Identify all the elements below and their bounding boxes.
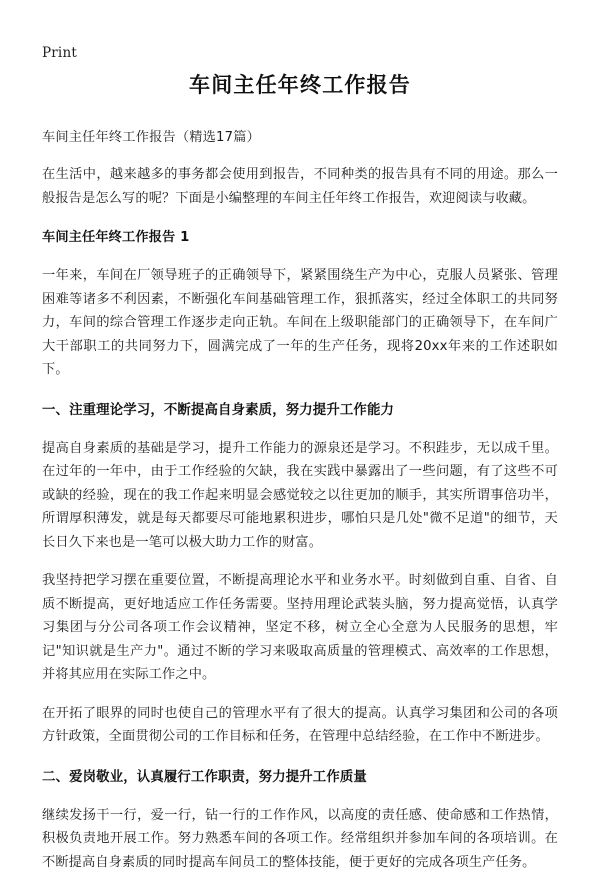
- section-heading-1: 一、注重理论学习，不断提高自身素质，努力提升工作能力: [42, 400, 558, 422]
- opening-paragraph: 一年来，车间在厂领导班子的正确领导下，紧紧围绕生产为中心，克服人员紧张、管理困难等诸多不利因素，不断强化车间基础管理工作，狠抓落实，经过全体职工的共同努力，车间的综合管理工作逐步走向正轨。车间在上级职能部门的正确领导下，在车间广大干部职工的共同努力下，圆满完成了一年的生产任务，现将20xx年来的工作述职如下。: [42, 264, 558, 382]
- section-1-paragraph-2: 我坚持把学习摆在重要位置，不断提高理论水平和业务水平。时刻做到自重、自省、自质不断提高，更好地适应工作任务需要。坚持用理论武装头脑，努力提高觉悟，认真学习集团与分公司各项工作会议精神，坚定不移，树立全心全意为人民服务的思想，牢记"知识就是生产力"。通过不断的学习来吸取高质量的管理模式、高效率的工作思想，并将其应用在实际工作之中。: [42, 569, 558, 687]
- document-subtitle: 车间主任年终工作报告（精选17篇）: [42, 128, 558, 148]
- section-heading-2: 二、爱岗敬业，认真履行工作职责，努力提升工作质量: [42, 767, 558, 789]
- section-1-paragraph-1: 提高自身素质的基础是学习，提升工作能力的源泉还是学习。不积跬步，无以成千里。在过年的一年中，由于工作经验的欠缺，我在实践中暴露出了一些问题，有了这些不可或缺的经验，现在的我工作起来明显会感觉较之以往更加的顺手，其实所谓事倍功半，所谓厚积薄发，就是每天都要尽可能地累积进步，哪怕只是几处"微不足道"的细节，天长日久下来也是一笔可以极大助力工作的财富。: [42, 437, 558, 555]
- intro-paragraph: 在生活中，越来越多的事务都会使用到报告，不同种类的报告具有不同的用途。那么一般报告是怎么写的呢？下面是小编整理的车间主任年终工作报告，欢迎阅读与收藏。: [42, 163, 558, 210]
- page-title: 车间主任年终工作报告: [42, 70, 558, 100]
- section-2-paragraph-1: 继续发扬干一行，爱一行，钻一行的工作作风，以高度的责任感、使命感和工作热情，积极负责地开展工作。努力熟悉车间的各项工作。经常组织并参加车间的各项培训。在不断提高自身素质的同时提高车间员工的整体技能，便于更好的完成各项生产任务。: [42, 804, 558, 874]
- section-1-paragraph-3: 在开拓了眼界的同时也使自己的管理水平有了很大的提高。认真学习集团和公司的各项方针政策，全面贯彻公司的工作目标和任务，在管理中总结经验，在工作中不断进步。: [42, 702, 558, 749]
- document-content: [42, 70, 558, 874]
- report-heading: 车间主任年终工作报告 1: [42, 227, 558, 249]
- print-label[interactable]: Print: [42, 45, 77, 61]
